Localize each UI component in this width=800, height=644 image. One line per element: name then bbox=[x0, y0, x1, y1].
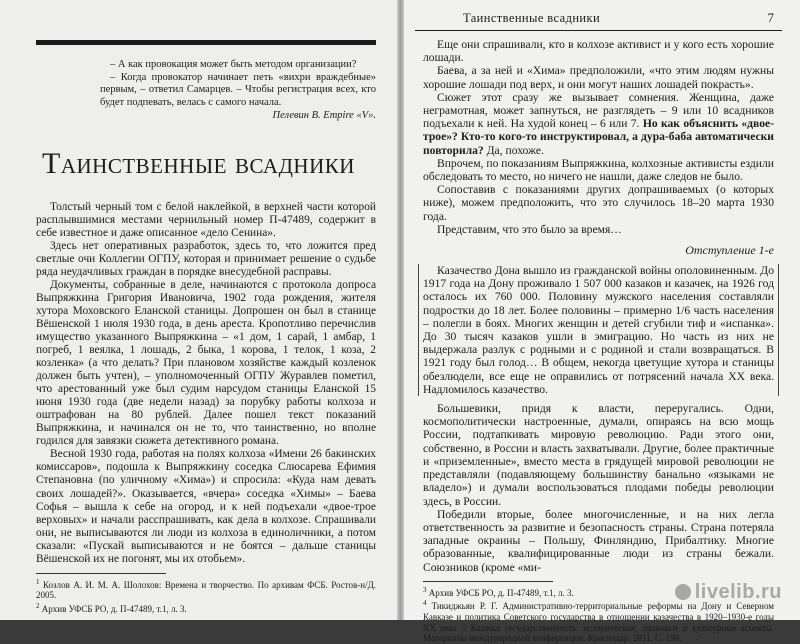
paragraph: Документы, собранные в деле, начинаются с протокола допроса Выпряжкина Григория Ивановича, 1902 года рождения, жителя хутора Моховского Еланской станицы. Допрошен он был в станице Вёшенской 1 июля 1930 года, в день ареста. Кропотливо перечислив имущество указанного Выпряжкина – «1 дом, 1 сарай, 1 амбар, 1 погреб, 1 веялка, 1 лошадь, 2 быка, 1 корова, 1 телок, 1 коза, 2 козленка» (а что делать? При плановом хозяйстве каждый козленок должен быть учтен), – уполномоченный ОГПУ Журавлев пометил, что арестованный уже был судим нарсудом станицы Еланской 15 июня 1930 года (две недели назад) за порубку работы колхоза и оштрафован на 80 рублей. Далее пошел текст показаний Выпряжкина, и начинался он не то, что таинственно, но вполне годился для завязки сюжета детективного романа. bbox=[36, 278, 376, 448]
chapter-title: Таинственные всадники bbox=[42, 146, 355, 180]
paragraph-bold-text: Но как объяснить «двое-трое»? Кто-то кого-то инструктировал, а дура-баба автоматически повторила? bbox=[423, 117, 774, 157]
page-number: 7 bbox=[767, 10, 774, 25]
paragraph-text: Сюжет этот сразу же вызывает сомнения. Женщина, даже неграмотная, может запнуться, не разглядеть – 9 или 10 всадников подъехали к ней. На худой конец – 6 или 7. bbox=[423, 90, 774, 131]
paragraph: Здесь нет оперативных разработок, здесь то, что ложится пред светлые очи Коллегии ОГПУ, которая и принимает решение о судьбе ряда неудачливых граждан в порядке внесудебной расправы. bbox=[36, 239, 376, 278]
left-page bbox=[0, 0, 400, 620]
footnote-number: 2 bbox=[36, 602, 40, 610]
running-head bbox=[415, 6, 782, 31]
epigraph bbox=[100, 59, 376, 123]
paragraph: Победили вторые, более многочисленные, и на них легла ответственность за развитие и безопасность страны. Страна потеряла западные окраины – Польшу, Финляндию, Прибалтику. Многие образованные, квалифицированные люди из страны бежали. Союзников (кроме «ми- bbox=[423, 507, 774, 574]
paragraph: Сопоставив с показаниями других допрашиваемых (о которых ниже), можем предположить, что это случилось 18–20 марта 1930 года. bbox=[423, 183, 774, 223]
paragraph: Впрочем, по показаниям Выпряжкина, колхозные активисты ездили обследовать то место, но ничего не нашли, даже следов не было. bbox=[423, 156, 774, 184]
footnote-number: 1 bbox=[36, 577, 40, 586]
paragraph: Казачество Дона вышло из гражданской войны ополовиненным. До 1917 года на Дону проживало 1 507 000 казаков и казачек, на 1926 год осталось их 760 000. Половину мужского населения составляли подростки до 18 лет. Более половины – примерно 1/6 часть населения – полегли в боях. Многих женщин и детей сгубили тиф и «испанка». До 30 тысяч казаков ушли в эмиграцию. Но часть из них не выдержала разлук с родными и с родиной и стали возвращаться. В 1921 году был голод… В общем, некогда цветущие хутора и станицы обезлюдели, все еще не оправились от потрясений начала XX века. Надломилось казачество. bbox=[423, 264, 774, 396]
digression-block bbox=[418, 264, 779, 396]
epigraph-line: – Когда провокатор начинает петь «вихри враждебные» первым, – ответил Самарцев. – Чтобы регистрация всех, кто будет подпевать, велась с самого начала. bbox=[100, 71, 376, 108]
paragraph bbox=[423, 91, 774, 157]
top-rule bbox=[36, 40, 376, 45]
book-spine bbox=[397, 0, 404, 620]
paragraph: Толстый черный том с белой наклейкой, в верхней части которой расплывшимися местами чернильный номер П-47489, содержит в себе известное и даже описанное «дело Сенина». bbox=[36, 200, 376, 239]
right-body bbox=[423, 38, 774, 574]
footnote bbox=[36, 577, 376, 601]
footnote-rule bbox=[36, 573, 166, 574]
paragraph: Весной 1930 года, работая на полях колхоза «Имени 26 бакинских комиссаров», подошла к Выпряжкину соседка Слюсарева Ефимия Степановна (по уличному «Хима») и спросила: «Куда нам девать своих лошадей?». Оказывается, «вчера» соседка «Химы» – Баева Софья – вышла к себе на огород, и к ней подъехали «двое-трое верховых» и начали расспрашивать, как дела в колхозе. Спрашивали они, не выписываются ли люди из колхоза в единоличники, а потом сказали: «Пускай выписываются и не боятся – дальше станицы Вёшенской их не погонят, мы их отобьем». bbox=[36, 448, 376, 565]
paragraph: Еще они спрашивали, кто в колхозе активист и у кого есть хорошие лошади. bbox=[423, 38, 774, 65]
left-body bbox=[36, 201, 376, 566]
left-footnotes bbox=[36, 577, 376, 615]
footnote-text: Архив УФСБ РО, д. П-47489, т.1, л. 3. bbox=[41, 604, 187, 614]
footnote bbox=[423, 598, 774, 643]
right-page bbox=[401, 0, 800, 644]
epigraph-attribution: Пелевин В. Empire «V». bbox=[272, 110, 376, 121]
paragraph: Большевики, придя к власти, переругались. Одни, космополитически настроенные, думали, опираясь на всю мощь России, подтапкивать мировую революцию. Ради этого они, собственно, в России и власть захватывали. Другие, более практичные и «приземленные», вместо места в грядущей мировой революции не представляли (подавляющему большинству банально «языками не владело») и думали воспользоваться плодами победы революции здесь, в России. bbox=[423, 402, 774, 508]
footnote-text: Тикиджьян Р. Г. Административно-территориальные реформы на Дону и Северном Кавказе и политика Советского государства в отношении казачества в 1920–1930-е годы XX века // Казачья государственность: исторические, правовые и культурные аспекты. Материалы международной конференции. Краснодар. 2011. С. 198. bbox=[423, 601, 774, 644]
footnote-text: Козлов А. И. М. А. Шолохов: Времена и творчество. По архивам ФСБ. Ростов-н/Д. 2005. bbox=[36, 579, 376, 601]
footnote-number: 3 bbox=[423, 585, 427, 594]
paragraph: Баева, а за ней и «Хима» предположили, «что этим людям нужны хорошие лошади под верх, и они могут наших лошадей покрасть». bbox=[423, 64, 774, 91]
watermark-text: livelib.ru bbox=[694, 581, 782, 603]
paragraph: Представим, что это было за время… bbox=[437, 222, 622, 236]
epigraph-line: – А как провокация может быть методом организации? bbox=[110, 59, 357, 70]
footnote bbox=[36, 601, 376, 615]
paragraph-text: Да, похоже. bbox=[483, 143, 544, 157]
running-head-title: Таинственные всадники bbox=[463, 10, 601, 25]
livelib-logo-icon bbox=[675, 584, 691, 600]
footnote-text: Архив УФСБ РО, д. П-47489, т.1, л. 3. bbox=[428, 587, 574, 598]
footnote-number: 4 bbox=[423, 599, 427, 608]
watermark bbox=[675, 581, 782, 604]
section-heading: Отступление 1-е bbox=[685, 243, 774, 258]
footnote-rule bbox=[423, 581, 553, 582]
